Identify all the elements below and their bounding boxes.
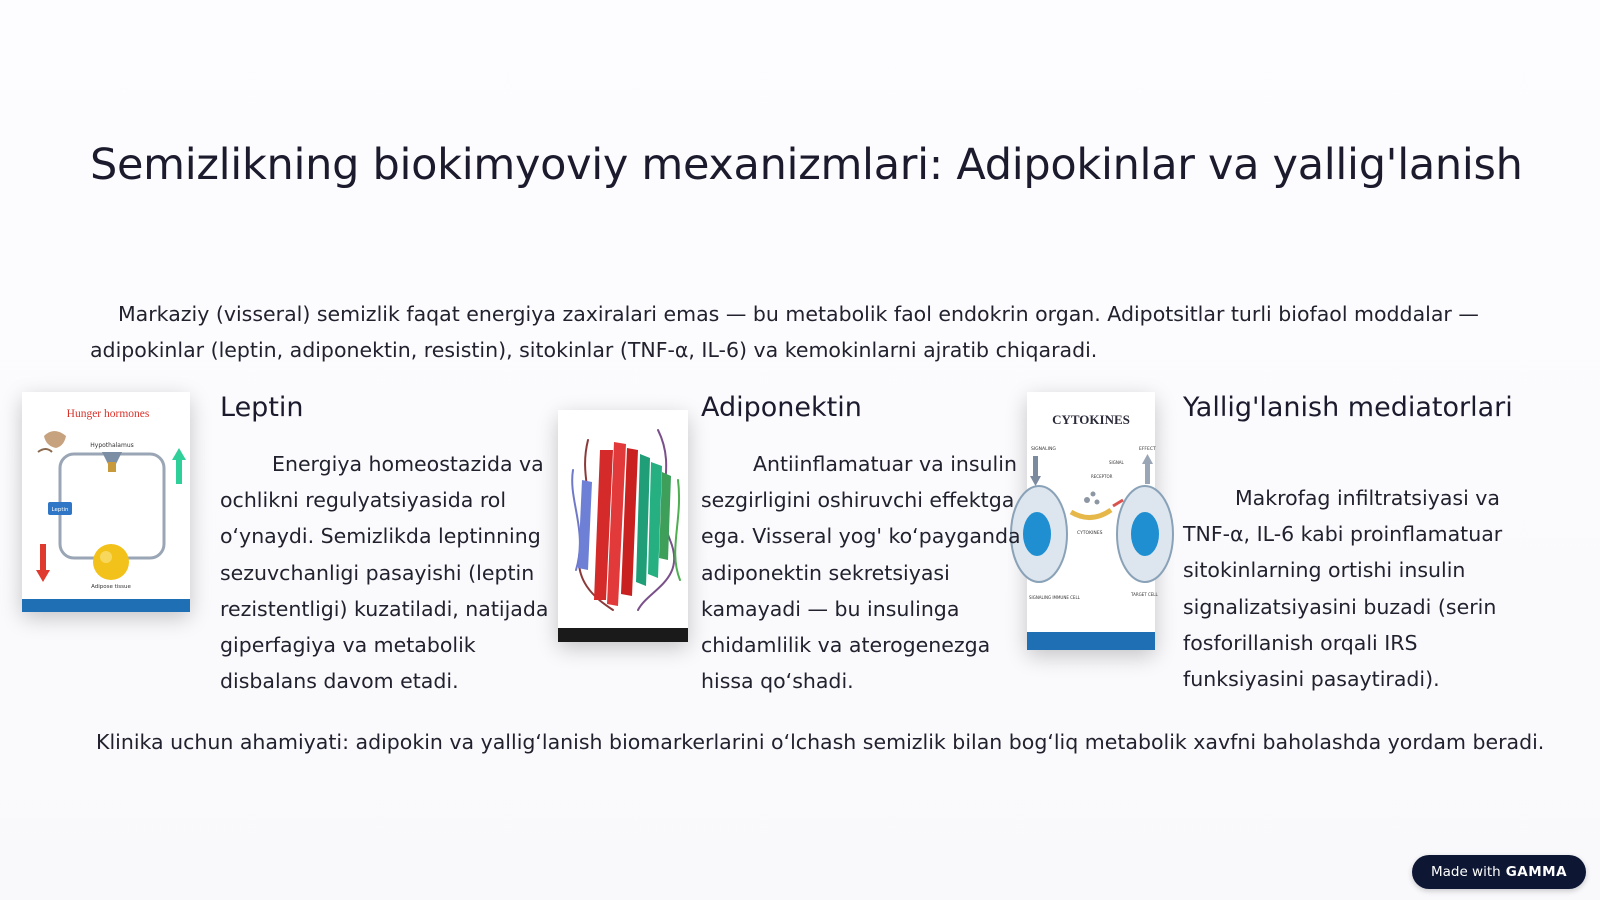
made-with-gamma-badge[interactable]: [1412, 855, 1586, 889]
slide-title: Semizlikning biokimyoviy mexanizmlari: Adipokinlar va yallig'lanish: [90, 140, 1523, 190]
gamma-logo-text: GAMMA: [1505, 864, 1568, 880]
adiponektin-title: Adiponektin: [701, 392, 862, 423]
leptin-body: [220, 446, 550, 699]
leptin-title: Leptin: [220, 392, 304, 423]
hunger-hormones-diagram: [22, 392, 190, 612]
clinical-significance-text: Klinika uchun ahamiyati: adipokin va yallig‘lanish biomarkerlarini o‘lchash semizlik bilan bog‘liq metabolik xavfni baholashda yordam beradi.: [96, 730, 1545, 754]
signaling-immune-cell-label: SIGNALING IMMUNE CELL: [1029, 595, 1080, 600]
cytokines-diagram: [1027, 392, 1158, 650]
adiponektin-body-text: Antiinflamatuar va insulin sezgirligini oshiruvchi effektga ega. Visseral yog' ko‘payganda adiponektin sekretsiyasi kamayadi — bu insulinga chidamlilik va aterogenezga hissa qo‘shadi.: [701, 452, 1021, 694]
intro-text: Markaziy (visseral) semizlik faqat energiya zaxiralari emas — bu metabolik faol endokrin organ. Adipotsitlar turli biofaol moddalar — adipokinlar (leptin, adiponektin, resistin), sitokinlar (TNF-α, IL-6) va kemokinlarni ajratib chiqaradi.: [90, 302, 1479, 362]
effect-label: EFFECT: [1139, 447, 1156, 452]
receptor-label: RECEPTOR: [1091, 474, 1113, 479]
hunger-hormones-heading: Hunger hormones: [66, 408, 150, 420]
signal-label: SIGNAL: [1109, 460, 1124, 465]
leptin-body-text: Energiya homeostazida va ochlikni regulyatsiyasida rol o‘ynaydi. Semizlikda leptinning sezuvchanligi pasayishi (leptin rezistentligi) kuzatiladi, natijada giperfagiya va metabolik disbalans davom etadi.: [220, 452, 549, 694]
leptin-label: Leptin: [51, 507, 69, 513]
cytokines-heading: CYTOKINES: [1052, 412, 1130, 427]
cytokines-label: CYTOKINES: [1077, 531, 1103, 536]
inflammation-mediators-title: Yallig'lanish mediatorlari: [1183, 392, 1513, 423]
hunger-hormones-image: [22, 392, 190, 612]
adiponektin-body: [701, 446, 1031, 699]
signaling-label: SIGNALING: [1031, 447, 1056, 452]
cytokines-diagram-image: [1027, 392, 1158, 650]
adiponectin-structure-image: [558, 410, 688, 642]
adipose-tissue-label: Adipose tissue: [91, 584, 131, 590]
badge-prefix: Made with: [1430, 864, 1501, 880]
intro-paragraph: [90, 296, 1510, 368]
target-cell-label: TARGET CELL: [1131, 592, 1158, 597]
protein-ribbon-diagram: [558, 410, 688, 642]
inflammation-mediators-body-text: Makrofag infiltratsiyasi va TNF-α, IL-6 kabi proinflamatuar sitokinlarning ortishi insulin signalizatsiyasini buzadi (serin fosforillanish orqali IRS funksiyasini pasaytiradi).: [1183, 486, 1503, 692]
hypothalamus-label: Hypothalamus: [90, 442, 134, 449]
inflammation-mediators-body: [1183, 480, 1523, 697]
